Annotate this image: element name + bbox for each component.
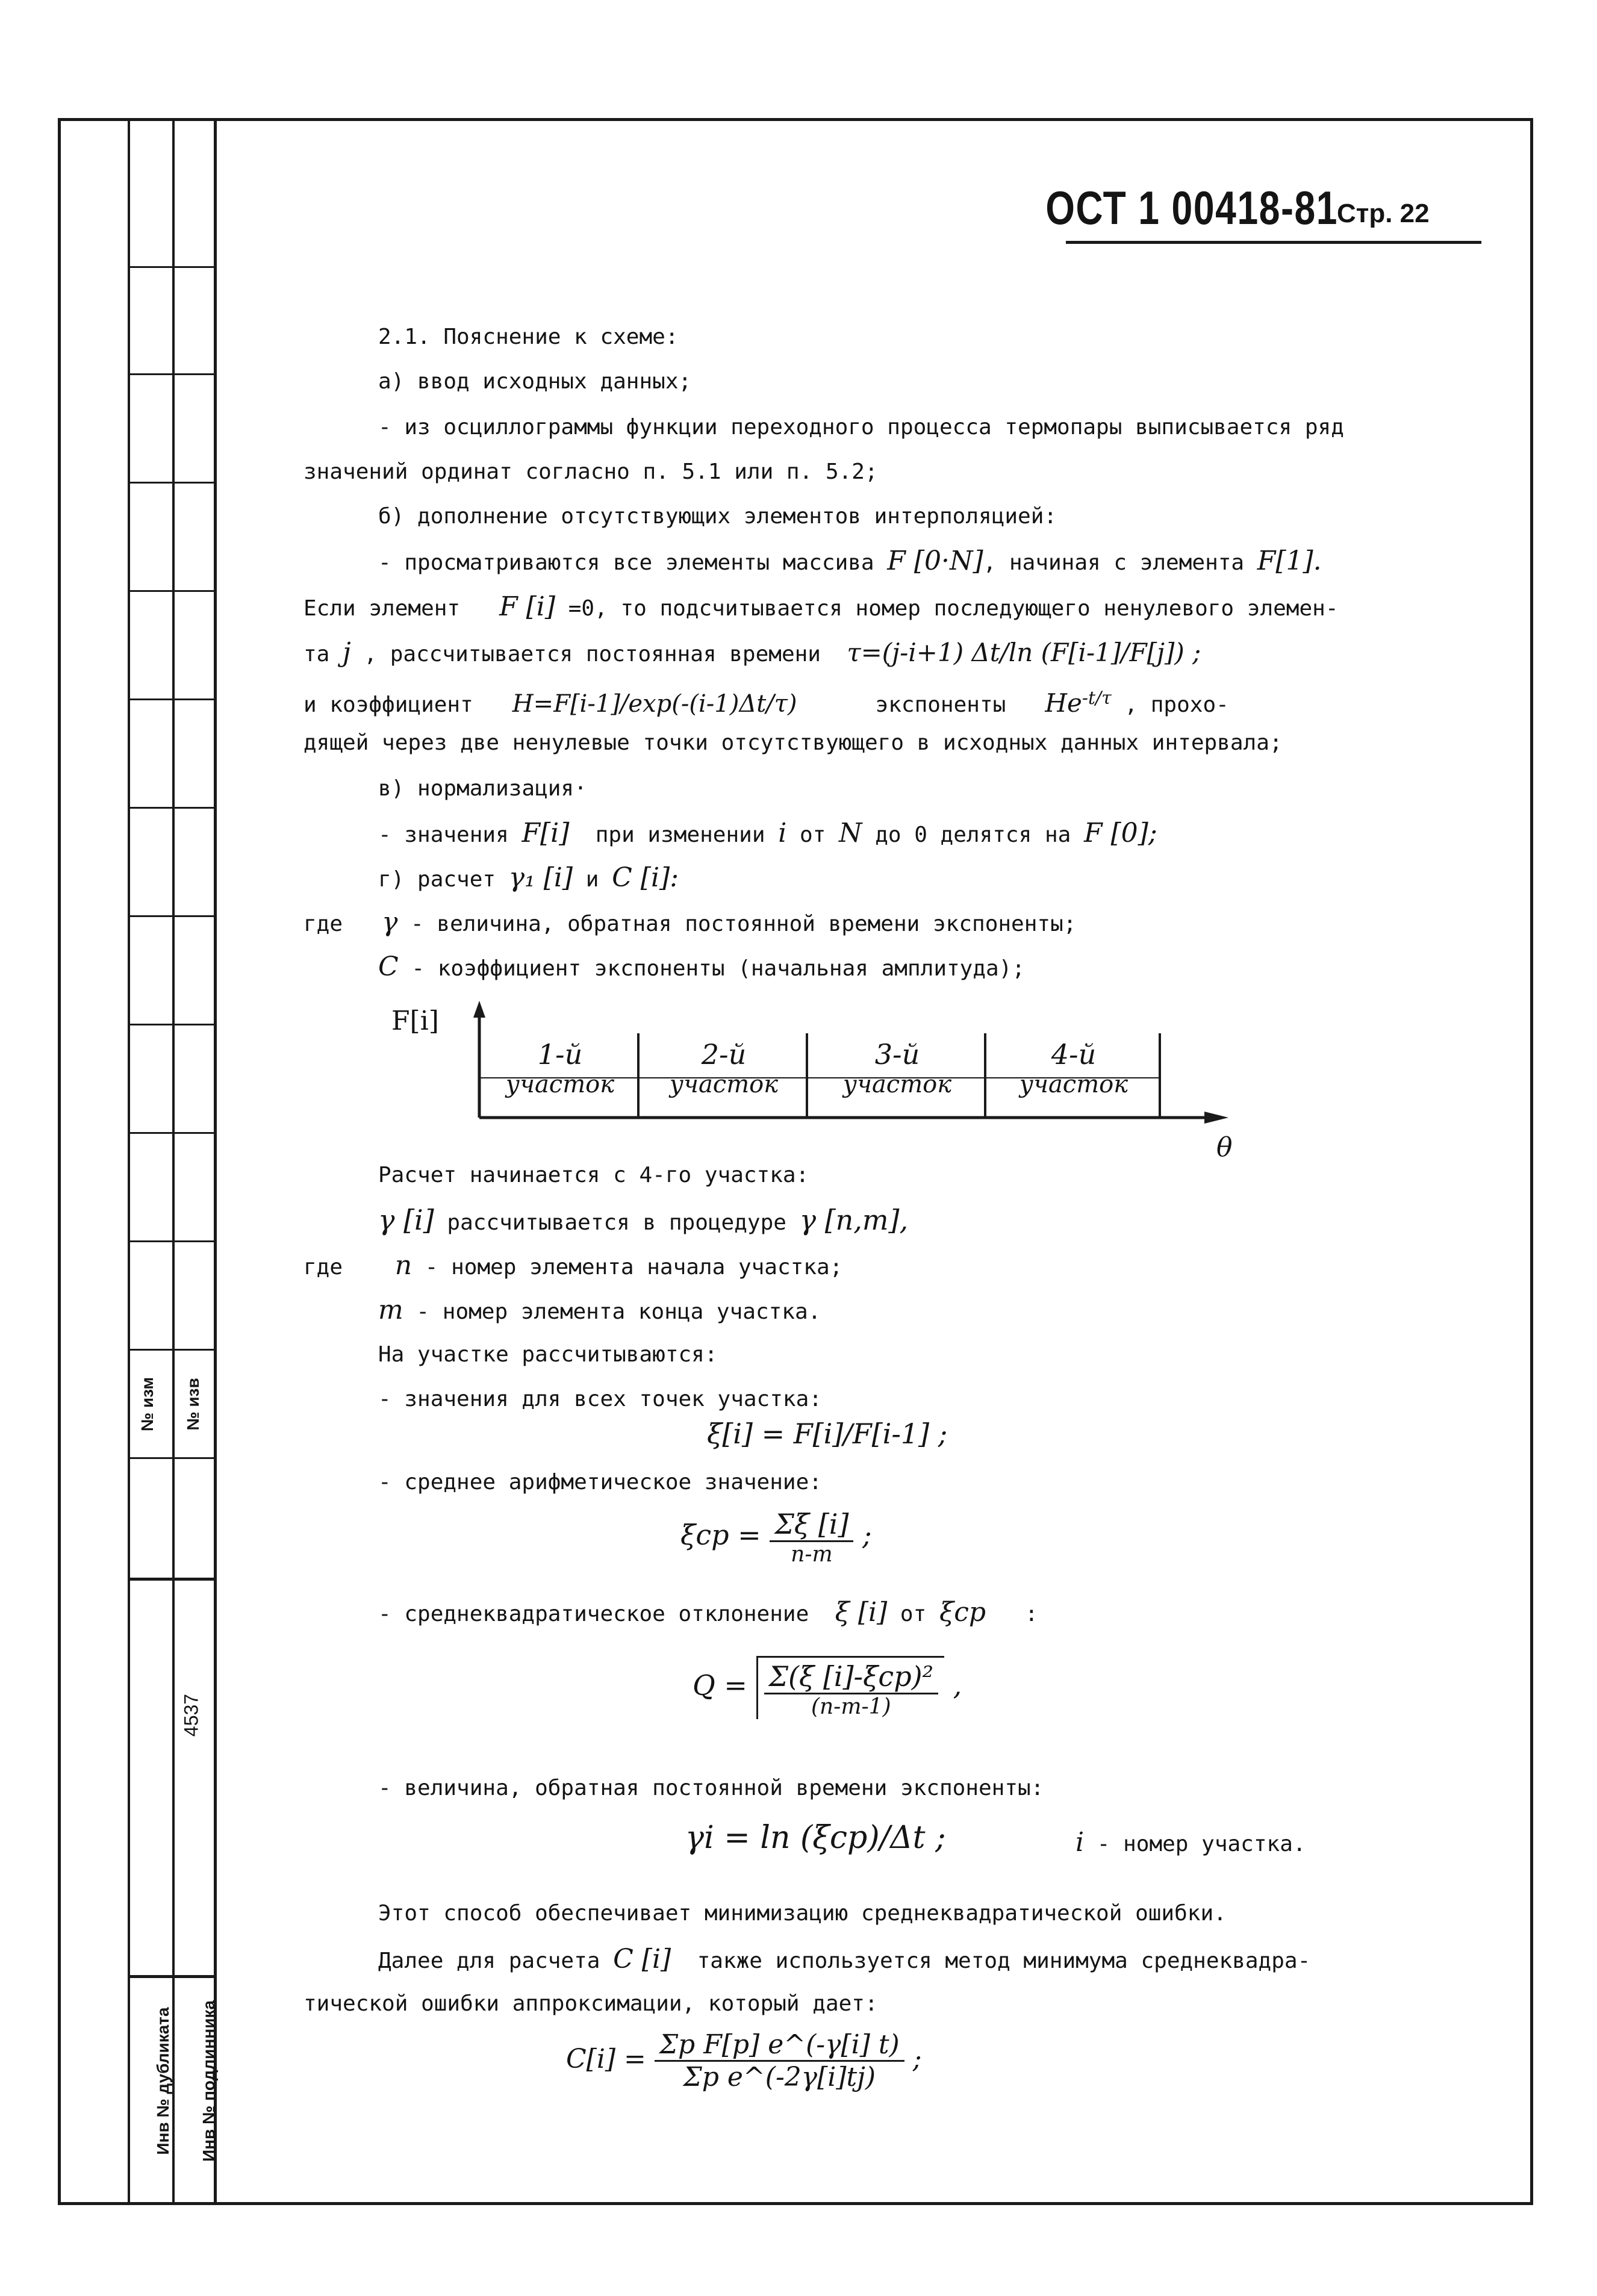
paragraph: и коэффициент H=F[i-1]/exp(-(i-1)Δt/τ) экспоненты $He^{-t/\tau}$ , прохо- [304,688,1229,718]
margin-label-izv: № изв [184,1378,202,1431]
item-b: б) дополнение отсутствующих элементов интерполяцией: [378,504,1057,529]
segment-diagram [385,1000,1289,1174]
paragraph: - среднее арифметическое значение: [378,1470,822,1495]
margin-label-izm: № изм [138,1377,157,1432]
formula-q: Q = $\frac{\text{Σ(ξ [i]-ξcp)²}}{(n-m-1)}$ , [693,1656,962,1719]
formula-xi: ξ[i] = F[i]/F[i-1] ; [707,1417,948,1450]
y-axis-label: F[i] [391,1006,439,1036]
section-title: 2.1. Пояснение к схеме: [378,325,679,349]
formula-gamma: γi = ln (ξcp)/Δt ; [685,1820,946,1856]
formula-xi-cp: ξcp = $\frac{\Sigma\xi [i]}{n-m}$ ; [680,1508,872,1567]
item-a: а) ввод исходных данных; [378,369,692,394]
definition: i - номер участка. [1076,1827,1306,1858]
standard-number: ОСТ 1 00418-81 [1045,181,1338,234]
header-rule [1066,241,1481,244]
page-label: Стр. 22 [1337,199,1430,228]
segment-4: 4-й участок [1019,1038,1128,1098]
paragraph: Этот способ обеспечивает минимизацию среднеквадратической ошибки. [378,1901,1227,1926]
paragraph: γ [i] рассчитывается в процедуре γ [n,m], [378,1204,909,1236]
paragraph: та j , рассчитывается постоянная времени τ=(j-i+1) Δt/ln (F[i-1]/F[j]) ; [304,637,1201,668]
definition: m - номер элемента конца участка. [378,1295,821,1325]
paragraph: - значения для всех точек участка: [378,1387,822,1411]
definition: где γ - величина, обратная постоянной времени экспоненты; [304,907,1077,938]
segment-1: 1-й участок [505,1038,615,1098]
margin-strip [58,118,217,2205]
paragraph: значений ординат согласно п. 5.1 или п. 5.2; [304,459,878,484]
margin-label-podl: Инв № подлинника [199,2000,218,2162]
paragraph: На участке рассчитываются: [378,1342,718,1367]
paragraph: - величина, обратная постоянной времени экспоненты: [378,1776,1044,1800]
paragraph: дящей через две ненулевые точки отсутствующего в исходных данных интервала; [304,730,1283,755]
margin-number: 4537 [180,1693,202,1737]
paragraph: - значения F[i] при изменении i от N до 0 делятся на F [0]; [378,818,1157,848]
definition: C - коэффициент экспоненты (начальная амплитуда); [378,951,1026,982]
segment-3: 3-й участок [842,1038,952,1098]
margin-label-dubl: Инв № дубликата [154,2007,172,2155]
paragraph: - из осциллограммы функции переходного процесса термопары выписывается ряд [378,415,1344,440]
x-axis-label: θ [1216,1132,1233,1163]
item-v: в) нормализация· [378,776,587,801]
margin-divider-2 [172,118,175,2205]
paragraph: Расчет начинается с 4-го участка: [378,1163,809,1187]
segment-2: 2-й участок [669,1038,779,1098]
paragraph: Если элемент F [i] =0, то подсчитывается номер последующего ненулевого элемен- [304,591,1339,622]
formula-c: C[i] = $\frac{\text{Σp F[p] e\textasciicircum{}(-γ[i] t)}}{\text{Σp e\textasciicircum{}(-2γ[i]tj)}}$ ; [566,2029,922,2092]
paragraph: - среднеквадратическое отклонение ξ [i] от ξcp : [378,1597,1038,1628]
item-g: г) расчет γ₁ [i] и C [i]: [378,862,679,893]
paragraph: - просматриваются все элементы массива F [0·N], начиная с элемента F[1]. [378,546,1322,576]
margin-divider [128,118,130,2205]
paragraph: тической ошибки аппроксимации, который дает: [304,1991,878,2016]
paragraph: Далее для расчета C [i] также используется метод минимума среднеквадра- [378,1944,1311,1974]
definition: где n - номер элемента начала участка; [304,1250,843,1281]
